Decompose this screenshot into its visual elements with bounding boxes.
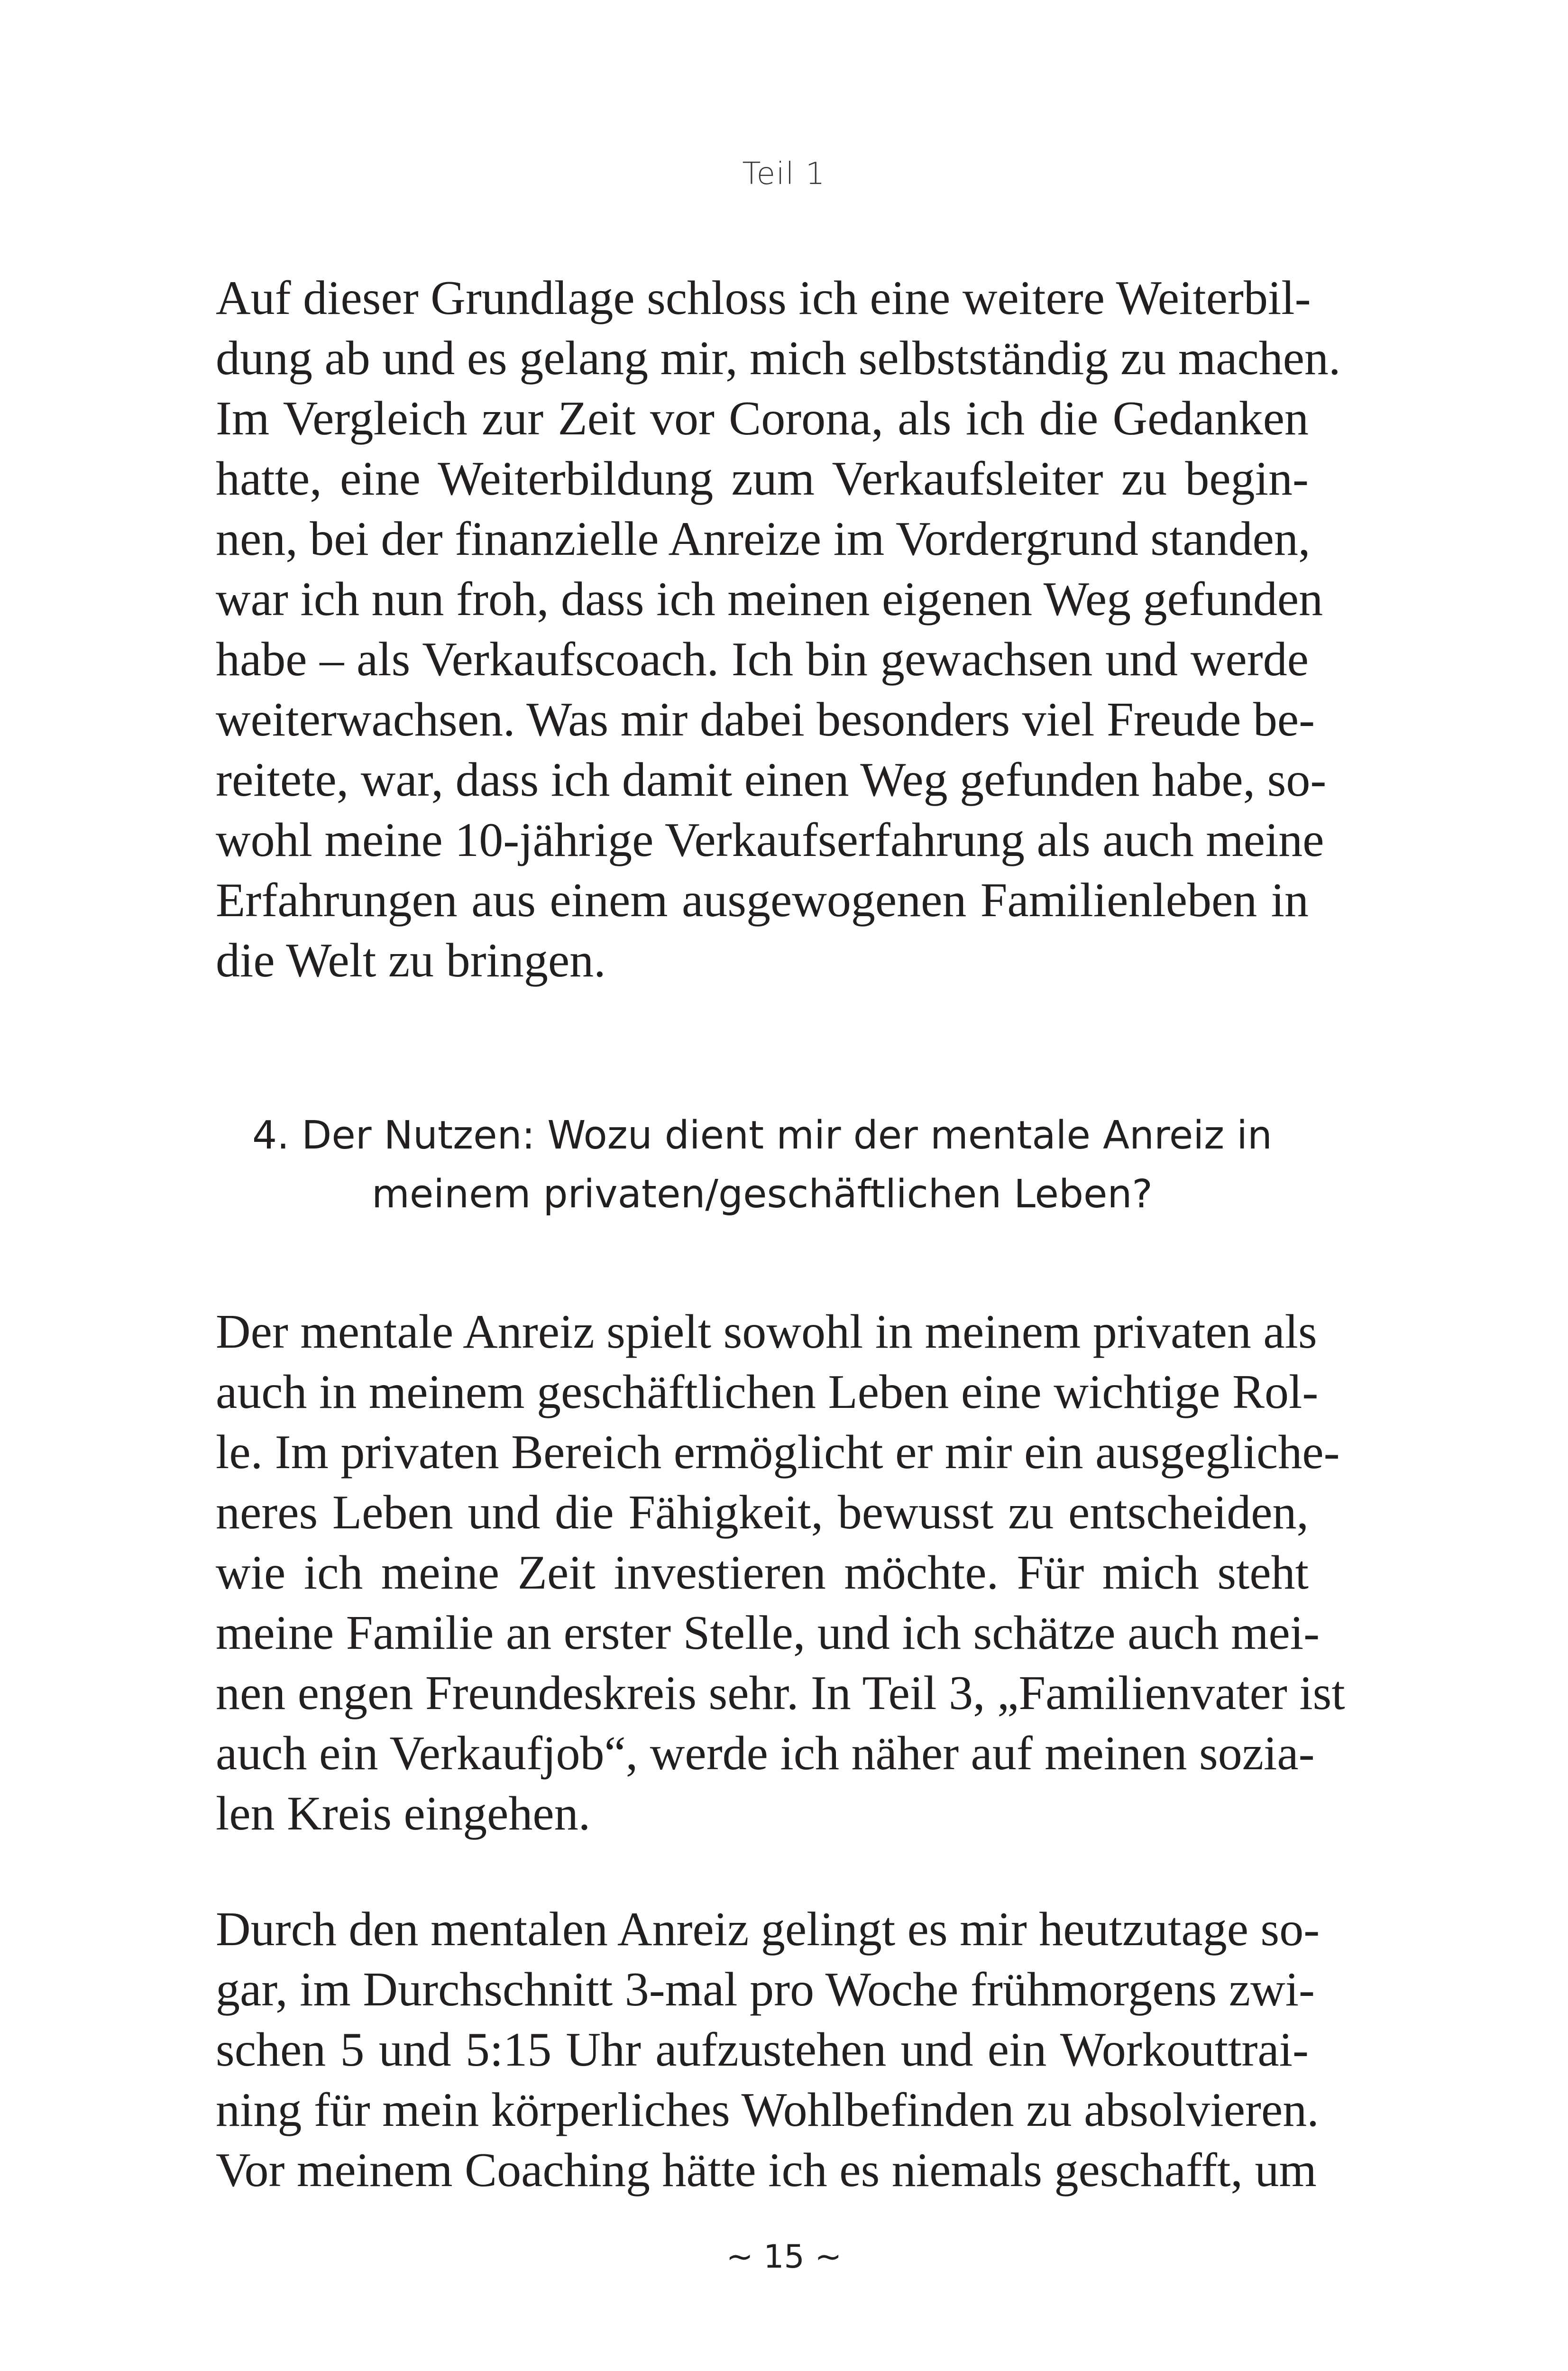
text-line: dung ab und es gelang mir, mich selbstständig zu machen. — [216, 331, 1341, 385]
text-line: auch in meinem geschäftlichen Leben eine wichtige Rol- — [216, 1365, 1319, 1419]
text-line: le. Im privaten Bereich ermöglicht er mir ein ausgegliche- — [216, 1425, 1340, 1479]
text-line: reitete, war, dass ich damit einen Weg gefunden habe, so- — [216, 753, 1327, 807]
text-line: habe – als Verkaufscoach. Ich bin gewachsen und werde — [216, 633, 1309, 686]
paragraph-1 — [216, 268, 1341, 991]
paragraph-2 — [216, 1302, 1345, 1844]
text-line: nen engen Freundeskreis sehr. In Teil 3, „Familienvater ist — [216, 1666, 1345, 1720]
text-line: len Kreis eingehen. — [216, 1787, 591, 1840]
paragraph-body — [216, 268, 1341, 991]
text-line: Vor meinem Coaching hätte ich es niemals geschafft, um — [216, 2143, 1317, 2197]
section-heading — [216, 1106, 1309, 1224]
heading-line: meinem privaten/geschäftlichen Leben? — [372, 1172, 1153, 1217]
text-line: Erfahrungen aus einem ausgewogenen Familienleben in — [216, 873, 1309, 927]
text-line: weiterwachsen. Was mir dabei besonders viel Freude be- — [216, 693, 1315, 746]
text-line: nen, bei der finanzielle Anreize im Vordergrund standen, — [216, 512, 1311, 566]
text-line: wie ich meine Zeit investieren möchte. Für mich steht — [216, 1546, 1309, 1599]
text-line: neres Leben und die Fähigkeit, bewusst zu entscheiden, — [216, 1486, 1309, 1539]
paragraph-body — [216, 1302, 1345, 1844]
running-head: Teil 1 — [742, 156, 826, 192]
paragraph-body — [216, 1899, 1320, 2200]
text-line: wohl meine 10-jährige Verkaufserfahrung als auch meine — [216, 813, 1324, 867]
paragraph-3 — [216, 1899, 1320, 2200]
text-line: Im Vergleich zur Zeit vor Corona, als ich die Gedanken — [216, 392, 1309, 445]
text-line: gar, im Durchschnitt 3-mal pro Woche frühmorgens zwi- — [216, 1963, 1315, 2016]
text-line: Auf dieser Grundlage schloss ich eine weitere Weiterbil- — [216, 271, 1311, 325]
text-line: war ich nun froh, dass ich meinen eigenen Weg gefunden — [216, 572, 1323, 626]
text-line: hatte, eine Weiterbildung zum Verkaufsleiter zu begin- — [216, 452, 1309, 505]
text-line: schen 5 und 5:15 Uhr aufzustehen und ein Workouttrai- — [216, 2023, 1309, 2077]
text-line: Der mentale Anreiz spielt sowohl in meinem privaten als — [216, 1305, 1317, 1359]
text-line: auch ein Verkaufjob“, werde ich näher auf meinen sozia- — [216, 1727, 1315, 1780]
text-line: die Welt zu bringen. — [216, 934, 606, 987]
text-line: ning für mein körperliches Wohlbefinden zu absolvieren. — [216, 2083, 1319, 2137]
text-line: Durch den mentalen Anreiz gelingt es mir heutzutage so- — [216, 1902, 1320, 1956]
page-number: ~ 15 ~ — [726, 2238, 842, 2276]
text-line: meine Familie an erster Stelle, und ich schätze auch mei- — [216, 1606, 1320, 1660]
heading-line: 4. Der Nutzen: Wozu dient mir der mentale Anreiz in — [252, 1113, 1273, 1158]
